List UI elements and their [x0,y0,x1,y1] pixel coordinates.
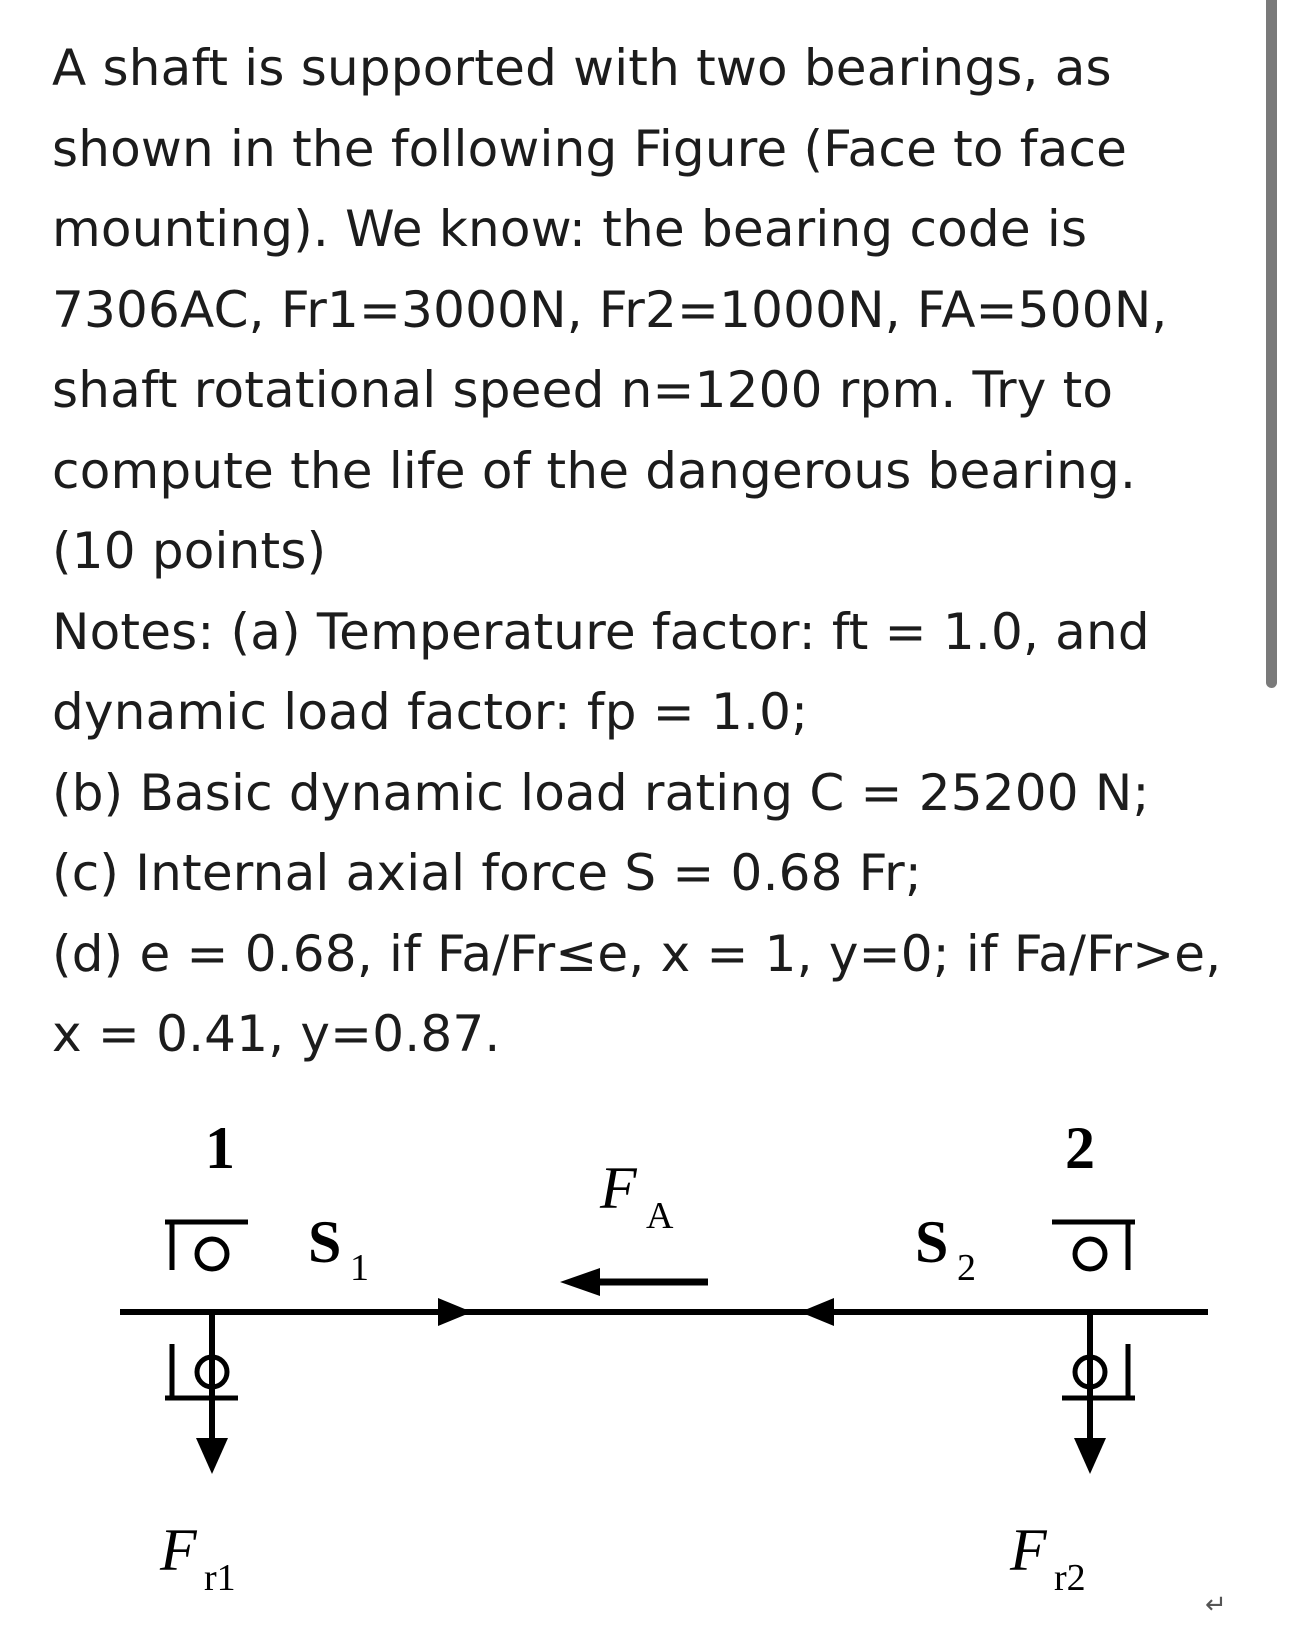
return-icon: ↵ [1205,1590,1227,1620]
question-line: 7306AC, Fr1=3000N, Fr2=1000N, FA=500N, [52,280,1168,339]
question-line: shown in the following Figure (Face to face [52,119,1128,178]
fa-label: F [600,1155,637,1221]
s2-label: S [915,1209,949,1275]
bearing-1-label: 1 [205,1115,235,1181]
bearing-shaft-diagram [0,1080,1290,1637]
notes-line: Notes: (a) Temperature factor: ft = 1.0, and [52,602,1150,661]
question-line: shaft rotational speed n=1200 rpm. Try to [52,361,1114,419]
bearing-2-label: 2 [1065,1115,1095,1181]
question-line: mounting). We know: the bearing code is [52,200,1088,258]
s1-arrow [438,1298,472,1326]
question-line: (10 points) [52,522,327,580]
fr1-subscript: r1 [204,1557,236,1599]
question-line: A shaft is supported with two bearings, as [52,39,1112,97]
notes-line: (b) Basic dynamic load rating C = 25200 N; [52,763,1150,822]
notes-line: x = 0.41, y=0.87. [52,1005,501,1063]
notes-line: (d) e = 0.68, if Fa/Fr≤e, x = 1, y=0; if Fa/Fr>e, [52,924,1222,983]
s2-arrow [800,1298,834,1326]
fr2-label: F [1010,1517,1047,1583]
fr2-arrow [1074,1312,1106,1474]
s2-subscript: 2 [957,1247,976,1289]
fa-arrow [560,1268,708,1296]
fr1-label: F [160,1517,197,1583]
fr2-subscript: r2 [1054,1557,1086,1599]
question-line: compute the life of the dangerous bearing. [52,441,1137,500]
notes-line: (c) Internal axial force S = 0.68 Fr; [52,844,922,902]
notes-line: dynamic load factor: fp = 1.0; [52,683,809,741]
s1-label: S [308,1209,342,1275]
question-text [52,28,1252,1075]
fr1-arrow [196,1312,228,1474]
s1-subscript: 1 [350,1247,369,1289]
scrollbar[interactable] [1266,0,1277,688]
fa-subscript: A [646,1195,674,1237]
